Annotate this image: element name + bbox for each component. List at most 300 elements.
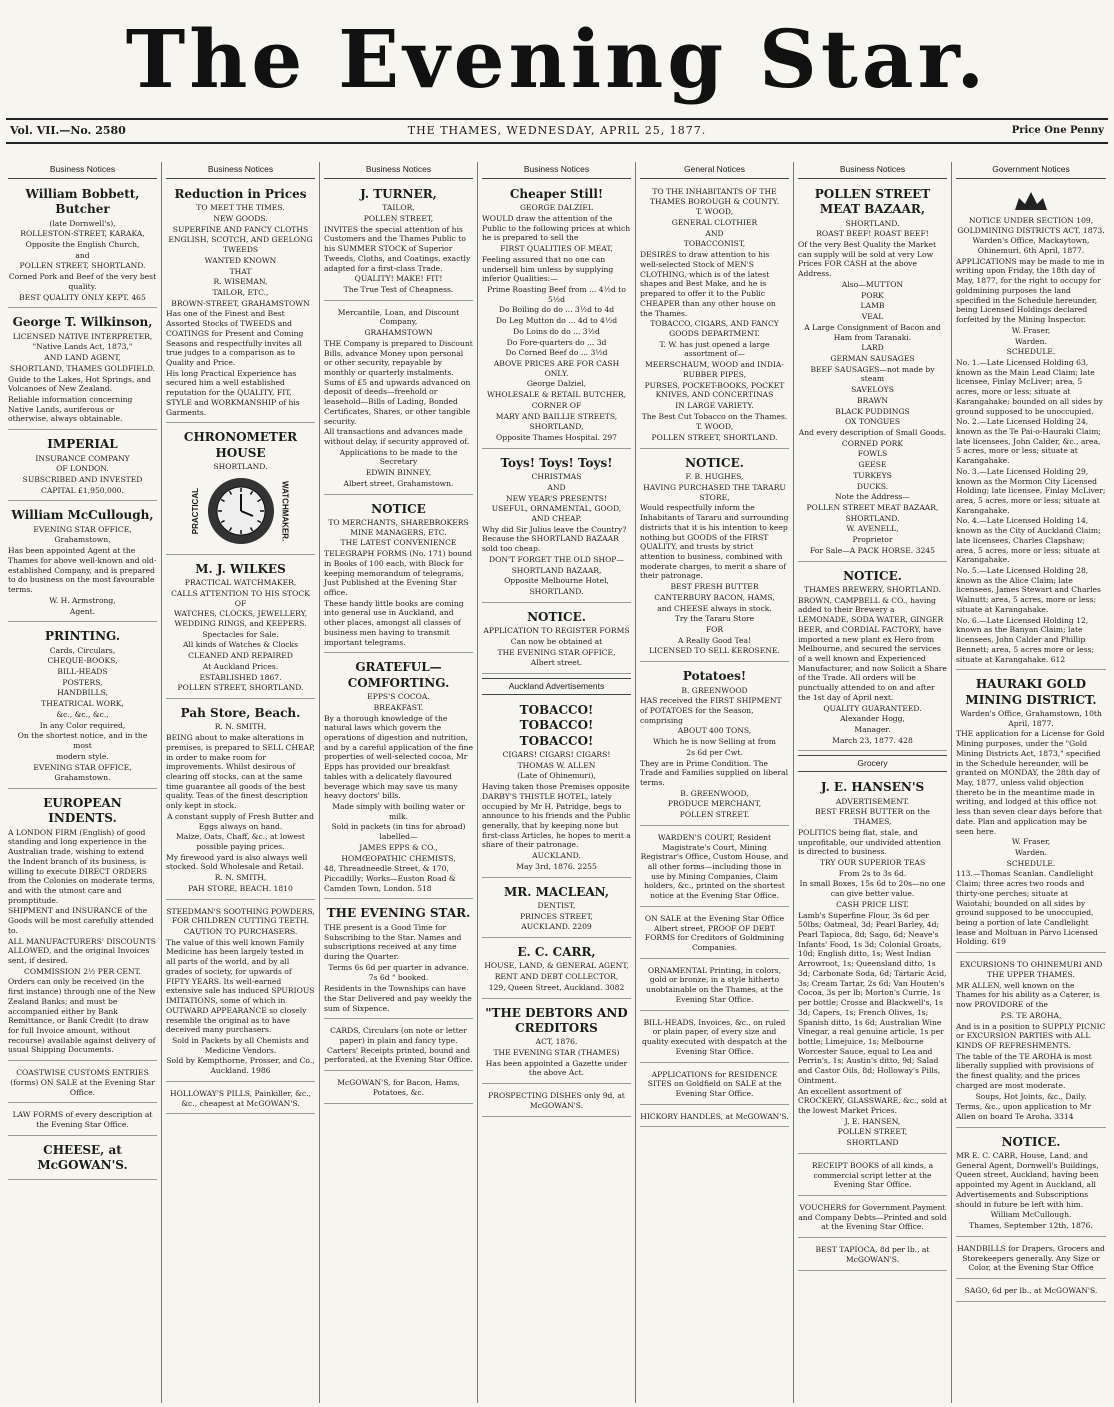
ad-line: ROAST BEEF! ROAST BEEF!	[816, 229, 929, 239]
ad-line: Sold in Packets by all Chemists and Medicine Vendors.	[172, 1035, 309, 1055]
ad-line: and CHEESE always in stock.	[657, 603, 772, 613]
ad-line: SHORTLAND	[846, 1138, 899, 1148]
ad-line: POLLEN STREET, SHORTLAND.	[19, 261, 146, 271]
ad-line: The Best Cut Tobacco on the Thames.	[641, 411, 788, 421]
ad-line: HAS received the FIRST SHIPMENT of POTATOES for the Season, comprising	[640, 696, 782, 725]
advertisement	[798, 1199, 947, 1238]
ad-line: &c., &c., &c.,	[56, 709, 109, 719]
ad-line: ENGLISH, SCOTCH, AND GEELONG TWEEDS	[168, 235, 313, 255]
advertisement	[8, 183, 157, 308]
ad-line: R. WISEMAN,	[213, 277, 268, 287]
ad-line: SCHEDULE.	[1006, 347, 1056, 357]
ad-line: CORNED PORK	[841, 438, 904, 448]
ad-line: A LONDON FIRM (English) of good standing and long experience in the Australian trade, wishing to extend the Indent branch of its business, is willing to execute DIRECT ORDERS from the Colonies on moderate terms, and with the utmost care and promptitude.	[8, 827, 155, 905]
ad-line: Corned Pork and Beef of the very best quality.	[8, 272, 157, 291]
ad-line: "THE DEBTORS AND CREDITORS	[485, 1005, 628, 1035]
ad-line: Maize, Oats, Chaff, &c., at lowest possible paying prices.	[176, 832, 305, 852]
ad-line: These handy little books are coming into general use in Auckland, and other places, amongst all classes of business men having to transmit important telegrams.	[324, 598, 464, 647]
ad-line: WATCHES, CLOCKS, JEWELLERY, WEDDING RINGS, and KEEPERS.	[173, 609, 308, 628]
ad-line: A Large Consignment of Bacon and Ham from Taranaki.	[804, 322, 941, 342]
ad-line: NOTICE	[371, 501, 426, 516]
ad-line: B. GREENWOOD	[681, 685, 748, 695]
ad-line: SHIPMENT and INSURANCE of the Goods will be most carefully attended to.	[8, 906, 154, 935]
column-header: Business Notices	[324, 162, 473, 179]
ad-line: Guide to the Lakes, Hot Springs, and Volcanoes of New Zealand.	[8, 374, 151, 394]
ad-line: THE Company is prepared to Discount Bills, advance Money upon personal or other security, repayable by monthly or quarterly instalments. Sums of £5 and upwards advanced on deposit of deeds—freehold or leasehold—Bills of Lading, Bonded Certificates, Shares, or other tangible security.	[324, 338, 473, 426]
ad-line: GRAHAMSTOWN	[364, 328, 433, 338]
ad-line: PORK	[861, 290, 884, 300]
ad-line: HICKORY HANDLES, at McGOWAN'S.	[640, 1111, 789, 1121]
advertisement	[640, 910, 789, 959]
column-6	[794, 162, 952, 1403]
ad-line: GENERAL CLOTHIER	[671, 218, 758, 228]
ad-line: Reduction in Prices	[174, 186, 307, 201]
advertisement	[798, 1157, 947, 1196]
ad-line: W. AVENELL,	[846, 524, 899, 534]
ad-line: POLLEN STREET MEAT BAZAAR,	[814, 186, 931, 217]
advertisement	[482, 1002, 631, 1085]
ad-line: William McCullough,	[11, 508, 154, 523]
ad-line: ABOUT 400 TONS,	[677, 726, 752, 736]
ad-line: CAPITAL £1,950,000.	[41, 485, 124, 495]
ad-line: BEEF SAUSAGES—not made by steam	[810, 364, 935, 384]
advertisement	[956, 1240, 1106, 1279]
ad-line: Grahamstown,	[54, 535, 111, 545]
ad-line: CASH PRICE LIST.	[836, 899, 909, 909]
ad-line: JAMES EPPS & CO.,	[359, 842, 438, 852]
ad-line: Do Fore-quarters do ... 3d	[506, 337, 607, 347]
volume-number: Vol. VII.—No. 2580	[10, 124, 126, 137]
column-3	[320, 162, 478, 1403]
ad-line: ACT, 1876.	[535, 1037, 578, 1047]
ad-line: Toys! Toys! Toys!	[500, 455, 613, 470]
ad-line: POLLEN STREET.	[679, 810, 750, 820]
ad-line: APPLICATIONS may be made to me in writing upon Friday, the 18th day of May, 1877, for the right to occupy for goldmining purposes the land specified in the Schedule hereunder, being Licensed Holdings declared forfeited by the Mining Inspector.	[956, 256, 1105, 325]
ad-line: Having taken those Premises opposite DARBY'S THISTLE HOTEL, lately occupied by Mr H. Patridge, begs to announce to his friends and the Public generally, that by keeping none but first-class Articles, he hopes to merit a share of their patronage.	[482, 782, 631, 850]
ad-line: Has one of the Finest and Best Assorted Stocks of TWEEDS and COATINGS for Present and Coming Seasons and respectfully invites all true judges to a comparison as to Quality and Price.	[166, 309, 304, 368]
ad-line: GEORGE DALZIEL	[519, 203, 594, 213]
ad-line: HAVING PURCHASED THE TARARU STORE,	[643, 482, 786, 502]
ad-line: And every description of Small Goods.	[798, 427, 947, 437]
ad-line: BREAKFAST.	[373, 702, 424, 712]
advertisement	[166, 183, 315, 423]
ad-line: WOULD draw the attention of the Public to the following prices at which he is prepared to sell the	[482, 213, 631, 243]
ad-line: Albert street, Grahamstown.	[343, 478, 454, 488]
ad-line: E. C. CARR,	[517, 945, 596, 960]
ad-line: ROLLESTON-STREET, KARAKA,	[20, 229, 145, 239]
ad-line: SUPERFINE AND FANCY CLOTHS	[172, 224, 309, 234]
ad-line: TAILOR, ETC.,	[212, 287, 269, 297]
ad-line: T. WOOD,	[695, 422, 734, 432]
advertisement	[640, 1066, 789, 1105]
ad-line: AUCKLAND.	[532, 851, 581, 861]
ad-line: 113.—Thomas Scanlan. Candlelight Claim; three acres two roods and thirty-one perches; situate at Waiotahi; bounded on all sides by ground supposed to be unoccupied, being a portion of late Candlelight lease and Moltuan in Parvo Licensed Holding. 619	[956, 869, 1098, 947]
ad-line: MEERSCHAUM, WOOD and INDIA-RUBBER PIPES,	[645, 360, 784, 379]
advertisement	[798, 183, 947, 562]
ad-line: Also—MUTTON	[841, 279, 904, 289]
ad-line: NOTICE.	[1001, 1134, 1061, 1149]
ad-line: and	[75, 250, 90, 260]
ad-line: And is in a position to SUPPLY PICNIC or EXCURSION PARTIES with ALL KINDS OF REFRESHMENTS.	[956, 1021, 1106, 1050]
advertisement	[640, 452, 789, 662]
ad-line: THE EVENING STAR (THAMES)	[493, 1048, 620, 1058]
ad-line: BEST FRESH BUTTER on the THAMES,	[815, 807, 930, 827]
clock-label-left: PRACTICAL	[191, 487, 201, 534]
ad-line: EUROPEAN INDENTS.	[43, 795, 122, 826]
ad-line: Would respectfully inform the Inhabitants of Tararu and surrounding districts that it is his intention to keep nothing but GOODS of the FIRST QUALITY, and trusts by strict attention to business, combined with moderate charges, to merit a share of their patronage.	[640, 503, 789, 581]
ad-line: Prime Roasting Beef from ... 4½d to 5½d	[487, 284, 626, 304]
ad-line: SHORTLAND.	[845, 218, 900, 228]
ad-line: For Sale—A PACK HORSE. 3245	[810, 545, 935, 555]
ad-line: PURSES, POCKET-BOOKS, POCKET KNIVES, AND CONCERTINAS	[644, 380, 785, 400]
ad-line: TO MERCHANTS, SHAREBROKERS MINE MANAGERS, ETC.	[328, 518, 469, 537]
ad-line: MR ALLEN, well known on the Thames for his ability as a Caterer, is now PROVIDORE of the	[956, 980, 1100, 1010]
masthead	[0, 0, 1114, 118]
ad-line: THAMES BREWERY, SHORTLAND.	[804, 584, 941, 594]
ad-line: All transactions and advances made without delay, if security approved of.	[324, 427, 470, 447]
advertisement	[798, 776, 947, 1154]
ad-line: SCHEDULE.	[1006, 858, 1056, 868]
ad-line: LARD	[861, 343, 884, 353]
ad-line: CLEANED AND REPAIRED	[188, 651, 293, 661]
advertisement	[324, 498, 473, 654]
ad-line: A constant supply of Fresh Butter and Eggs always on hand.	[167, 811, 314, 831]
ad-line: Do Loins do do ... 3½d	[513, 326, 600, 336]
ad-line: RECEIPT BOOKS of all kinds, a commercial script letter at the Evening Star Office.	[811, 1160, 934, 1190]
column-header: General Notices	[640, 162, 789, 179]
advertisement	[956, 183, 1106, 670]
advertisement	[8, 1106, 157, 1135]
ad-line: APPLICATION TO REGISTER FORMS	[483, 626, 630, 636]
ad-line: NOTICE.	[527, 609, 586, 624]
advertisement	[324, 183, 473, 301]
ad-line: TAILOR,	[382, 203, 415, 213]
ad-line: POLLEN STREET,	[837, 1127, 908, 1137]
ad-line: DESIRES to draw attention to his well-selected Stock of MEN'S CLOTHING, which is of the latest shapes and Best Make, and he is prepared to offer it to the Public CHEAPER than any other house on the Thames.	[640, 250, 776, 318]
ad-line: George Dalziel,	[526, 379, 587, 389]
ad-line: modern style.	[56, 751, 109, 761]
ad-line: ON SALE at the Evening Star Office Albert street, PROOF OF DEBT FORMS for Creditors of Goldmining Companies.	[644, 913, 785, 953]
ad-line: Can now be obtained at	[510, 636, 603, 646]
ad-line: In any Color required,	[39, 720, 126, 730]
ad-line: The True Test of Cheapness.	[343, 284, 454, 294]
ad-line: CAUTION TO PURCHASERS.	[183, 927, 298, 937]
ad-line: HANDBILLS,	[57, 688, 108, 698]
advertisement	[8, 625, 157, 789]
advertisement	[640, 1108, 789, 1128]
ad-line: RENT AND DEBT COLLECTOR,	[494, 972, 619, 982]
ad-line: Manager.	[854, 725, 891, 735]
ad-line: POLLEN STREET, SHORTLAND.	[651, 433, 778, 443]
advertisement	[166, 702, 315, 900]
advertisement	[324, 656, 473, 899]
ad-line: EVENING STAR OFFICE,	[33, 524, 132, 534]
ad-line: POLITICS being flat, stale, and unprofitable, our undivided attention is directed to business.	[798, 827, 941, 857]
ad-line: SHORTLAND.	[845, 513, 900, 523]
ad-line: 2s 6d per Cwt.	[686, 747, 743, 757]
ad-line: FIRST QUALITIES OF MEAT,	[500, 244, 613, 254]
ad-line: Try the Tararu Store	[674, 614, 755, 624]
ad-line: T. W. has just opened a large assortment of—	[659, 339, 770, 359]
ad-line: Cards, Circulars,	[49, 645, 116, 655]
ad-line: LAW FORMS of every description at the Evening Star Office.	[12, 1110, 153, 1130]
ad-line: LAMB	[860, 301, 885, 311]
ad-line: VOUCHERS for Government Payment and Company Debts—Printed and sold at the Evening Star Office.	[798, 1203, 947, 1232]
ad-line: STEEDMAN'S SOOTHING POWDERS, FOR CHILDREN CUTTING TEETH.	[166, 906, 315, 926]
ad-line: THE present is a Good Time for Subscribing to the Star. Names and subscriptions received at any time during the Quarter.	[324, 922, 462, 961]
ad-line: No. 3.—Late Licensed Holding 29, known as the Mormon City Licensed Holding; late licensee, Finlay McLiver; area, 5 acres, more or less; situate at Karangahake.	[956, 466, 1106, 515]
ad-line: Cheaper Still!	[509, 186, 604, 201]
ad-line: TO MEET THE TIMES.	[196, 203, 285, 213]
ad-line: MARY AND BAILLIE STREETS,	[495, 411, 618, 421]
dateline	[6, 118, 1108, 144]
ad-line: Do Corned Beef do ... 3½d	[505, 348, 608, 358]
ad-line: Of the very Best Quality the Market can supply will be sold at very Low Prices FOR CASH at the above Address.	[798, 240, 937, 279]
advertisement	[8, 433, 157, 501]
ad-line: EPPS'S COCOA.	[367, 692, 430, 702]
column-1	[4, 162, 162, 1403]
ad-line: BLACK PUDDINGS	[835, 406, 910, 416]
ad-line: PRINCES STREET,	[520, 911, 593, 921]
ad-line: SUBSCRIBED AND INVESTED	[22, 474, 143, 484]
advertisement	[482, 452, 631, 603]
ad-line: Has been appointed a Gazette under the above Act.	[485, 1058, 628, 1078]
ad-line: May 3rd, 1876. 2255	[516, 861, 597, 871]
advertisement	[166, 558, 315, 699]
ad-line: DUCKS.	[856, 481, 889, 491]
royal-arms-icon	[1011, 190, 1051, 212]
ad-line: THEATRICAL WORK,	[41, 699, 124, 709]
ad-line: Sold in packets (in tins for abroad) labelled—	[331, 822, 466, 842]
ad-line: BRAWN	[857, 395, 888, 405]
ad-line: CHEQUE-BOOKS,	[47, 656, 118, 666]
ad-line: At Auckland Prices.	[202, 661, 279, 671]
ad-line: WHOLESALE & RETAIL BUTCHER,	[486, 390, 627, 400]
ad-line: On the shortest notice, and in the most	[17, 731, 148, 751]
masthead-title: The Evening Star.	[125, 12, 989, 106]
ad-line: USEFUL, ORNAMENTAL, GOOD, AND CHEAP.	[491, 504, 622, 523]
ad-line: March 23, 1877. 428	[832, 735, 913, 745]
advertisement	[166, 426, 315, 554]
ad-line: MR. MACLEAN,	[503, 884, 610, 899]
ad-line: A Really Good Tea!	[677, 635, 752, 645]
ad-line: Albert street.	[530, 658, 583, 668]
advertisement	[482, 699, 631, 878]
ad-line: Spectacles for Sale.	[202, 629, 279, 639]
ad-line: CHRISTMAS	[531, 472, 582, 482]
columns	[4, 162, 1110, 1403]
price: Price One Penny	[1011, 125, 1104, 136]
ad-line: QUALITY! MAKE! FIT!	[354, 274, 443, 284]
ad-line: NEW YEAR'S PRESENTS!	[506, 493, 607, 503]
advertisement	[482, 941, 631, 999]
ad-line: PRINTING.	[44, 629, 121, 644]
ad-line: POSTERS,	[62, 677, 103, 687]
ad-line: SHORTLAND BAZAAR,	[511, 565, 602, 575]
ad-line: No. 5.—Late Licensed Holding 28, known as the Alice Claim; late licensees, James Stewart and Charles Walnutt; area, 5 acres, more or less; situate at Karangahake.	[956, 566, 1101, 614]
ad-line: George T. Wilkinson,	[12, 315, 153, 330]
ad-line: The table of the TE AROHA is most liberally supplied with provisions of the finest quality, and the prices charged are most moderate.	[956, 1051, 1094, 1090]
ad-line: AND LAND AGENT,	[44, 353, 121, 363]
ad-line: THAT	[229, 266, 252, 276]
advertisement	[640, 829, 789, 907]
ad-line: Mercantile, Loan, and Discount Company,	[337, 307, 460, 327]
ad-line: CALLS ATTENTION TO HIS STOCK OF	[171, 588, 310, 608]
advertisement	[8, 311, 157, 430]
advertisement	[166, 903, 315, 1082]
ad-line: R. N. SMITH,	[214, 873, 267, 883]
ad-line: BEING about to make alterations in premises, is prepared to SELL CHEAP, in order to make room for improvements. Whilst desirous of clearing off stocks, can at the same time guarantee all goods of the best quality. Teas of the finest description only kept in stock.	[166, 733, 315, 811]
ad-line: Soups, Hot Joints, &c., Daily.	[975, 1091, 1087, 1101]
ad-line: Has been appointed Agent at the Thames for above well-known and old-established Company, and is prepared to do business on the most favourable terms.	[8, 546, 157, 595]
ad-line: COASTWISE CUSTOMS ENTRIES (forms) ON SALE at the Evening Star Office.	[10, 1068, 155, 1097]
ad-line: CHEESE, at McGOWAN'S.	[37, 1142, 128, 1173]
column-5	[636, 162, 794, 1403]
ad-line: LICENSED TO SELL KEROSENE.	[649, 646, 780, 656]
ad-line: PRODUCE MERCHANT,	[667, 799, 762, 809]
advertisement	[8, 1139, 157, 1180]
ad-line: ADVERTISEMENT.	[835, 796, 910, 806]
advertisement	[324, 902, 473, 1019]
ad-line: An excellent assortment of CROCKERY, GLASSWARE, &c., sold at the lowest Market Prices.	[798, 1086, 947, 1115]
advertisement	[8, 504, 157, 622]
ad-line: P.S. TE AROHA,	[1000, 1010, 1062, 1020]
ad-line: PROSPECTING DISHES only 9d, at McGOWAN'S.	[488, 1091, 625, 1110]
ad-line: EVENING STAR OFFICE,	[33, 762, 132, 772]
ad-line: His long Practical Experience has secured him a well established reputation for the QUALITY, FIT, STYLE and WORKMANSHIP of his Garments.	[166, 368, 300, 417]
ad-line: LICENSED NATIVE INTERPRETER,	[12, 331, 153, 341]
advertisement	[640, 183, 789, 449]
ad-line: HOLLOWAY'S PILLS, Painkiller, &c., &c., cheapest at McGOWAN'S.	[170, 1088, 311, 1108]
ad-line: BROWN, CAMPBELL & CO., having added to their Brewery a LEMONADE, SODA WATER, GINGER BEER, and CORDIAL FACTORY, have imported a new plant ex Hero from Melbourne, and secured the services of a well known and Experienced Manufacturer, and now Solicit a Share of the Trade. All orders will be punctually attended to on and after the 1st day of April next.	[798, 595, 947, 702]
ad-line: TOBACCO, CIGARS, AND FANCY GOODS DEPARTMENT.	[650, 319, 779, 338]
ad-line: Residents in the Townships can have the Star Delivered and pay weekly the sum of Sixpence.	[324, 984, 472, 1013]
ad-line: Warden.	[1015, 848, 1047, 857]
ad-line: IMPERIAL	[47, 437, 118, 452]
ad-line: THOMAS W. ALLEN	[517, 760, 596, 770]
ad-line: POLLEN STREET, SHORTLAND.	[177, 683, 304, 693]
ad-line: Why did Sir Julius leave the Country? Because the SHORTLAND BAZAAR sold too cheap.	[482, 524, 627, 554]
ad-line: Note the Address—	[835, 492, 910, 502]
advertisement	[482, 1087, 631, 1116]
ad-line: From 2s to 3s 6d.	[838, 868, 907, 878]
ad-line: PRACTICAL WATCHMAKER,	[184, 578, 297, 588]
ad-line: INSURANCE COMPANY	[35, 453, 130, 463]
ad-line: Opposite Thames Hospital. 297	[495, 433, 617, 443]
column-2	[162, 162, 320, 1403]
ad-line: AUCKLAND. 2209	[521, 922, 592, 932]
advertisement	[640, 962, 789, 1011]
ad-line: Agent.	[69, 606, 96, 616]
ad-line: SAVELOYS	[851, 385, 894, 395]
column-header: Business Notices	[166, 162, 315, 179]
column-4	[478, 162, 636, 1403]
ad-line: Reliable information concerning Native Lands, auriferous or otherwise, always obtainable.	[8, 395, 133, 424]
ad-line: THE LATEST CONVENIENCE	[340, 538, 457, 548]
ad-line: SHORTLAND,	[529, 422, 584, 432]
ad-line: Lamb's Superfine Flour, 3s 6d per 50lbs; Oatmeal, 3d; Pearl Barley, 4d; Pearl Tapioca, 8d; Sago, 6d; Neave's Infants' Food, 1s 3d; Colonial Groats, 10d; English ditto, 1s; West Indian Arrowroot, 1s; Queensland ditto, 1s 3d; Carbonate Soda, 6d; Tartaric Acid, 3s; Cream Tartar, 2s 6d; Van Houten's Cocoa, 3s per lb; Morton's Currie, 1s per bottle; Crosse and Blackwell's, 1s 3d; Capers, 1s; French Olives, 1s; Spanish ditto, 1s 6d; Australian Wine Vinegar, a real genuine article, 1s per bottle; Limejuice, 1s; Melbourne Worcester Sauce, equal to Lea and Perrin's, 1s; Austin's ditto, 9d; Salad and Castor Oils, 8d; Holloway's Pills, Ointment.	[798, 910, 947, 1085]
ad-line: W. Fraser,	[1011, 325, 1051, 335]
ad-line: WANTED KNOWN	[204, 255, 277, 265]
ad-line: 129, Queen Street, Auckland. 3082	[488, 982, 625, 992]
ad-line: GEESE	[858, 460, 887, 470]
clock-icon	[206, 476, 276, 546]
ad-line: SHORTLAND.	[529, 587, 584, 597]
ad-line: J. E. HANSEN'S	[820, 780, 925, 795]
ad-line: Feeling assured that no one can undersell him unless by supplying inferior Qualities:—	[482, 254, 614, 284]
ad-line: Which he is now Selling at from	[653, 737, 776, 747]
ad-line: HOMŒOPATHIC CHEMISTS,	[341, 853, 456, 863]
ad-line: J. E. HANSEN,	[844, 1116, 901, 1126]
ad-line: GERMAN SAUSAGES	[830, 353, 915, 363]
ad-line: Opposite the English Church,	[25, 240, 140, 250]
ad-line: NEW GOODS.	[213, 213, 268, 223]
ad-line: MR E. C. CARR, House, Land, and General Agent, Dornwell's Buildings, Queen street, Auckland, having been appointed my Agent in Auckland, all Advertisements and Subscriptions should in future be left with him.	[956, 1151, 1099, 1209]
column-header: Business Notices	[798, 162, 947, 179]
ad-line: William McCullough.	[990, 1210, 1072, 1220]
clock-label-right: WATCHMAKER.	[280, 480, 290, 541]
column-header: Business Notices	[8, 162, 157, 179]
ad-line: BROWN-STREET, GRAHAMSTOWN	[171, 298, 310, 308]
ad-line: TRY OUR SUPERIOR TEAS	[819, 858, 926, 867]
ad-line: Made simply with boiling water or milk.	[332, 801, 465, 821]
ad-line: 48, Threadneedle Street, & 170, Piccadilly; Works—Euston Road & Camden Town, London. 518	[324, 864, 456, 893]
column-header: Government Notices	[956, 162, 1106, 179]
ad-line: (late Dornwell's),	[49, 218, 116, 228]
ad-line: TELEGRAPH FORMS (No. 171) bound in Books of 100 each, with Block for keeping memorandum of telegrams, Just Published at the Evening Star office.	[324, 549, 473, 598]
ad-line: BEST QUALITY ONLY KEPT. 465	[19, 292, 146, 302]
ad-line: POLLEN STREET,	[363, 213, 434, 223]
advertisement	[324, 1074, 473, 1103]
ad-line: No. 4.—Late Licensed Holding 14, known as the City of Auckland Claim; late licensees, Charles Clapshaw; area, 5 acres, more or less; situate at Karangahake.	[956, 516, 1101, 565]
ad-line: TOBACCONIST,	[683, 239, 746, 249]
ad-line: COMMISSION 2½ PER CENT.	[24, 966, 141, 976]
ad-line: By a thorough knowledge of the natural laws which govern the operations of digestion and nutrition, and by a careful application of the fine properties of well-selected cocoa, Mr Epps has provided our breakfast tables with a delicately flavoured beverage which may save us many heavy doctors' bills.	[324, 713, 473, 801]
ad-line: HANDBILLS for Drapers, Grocers and Storekeepers generally. Any Size or Color, at the Evening Star Office	[957, 1243, 1105, 1273]
ad-line: NOTICE UNDER SECTION 109, GOLDMINING DISTRICTS ACT, 1873.	[957, 215, 1105, 235]
ad-line: TO THE INHABITANTS OF THE THAMES BOROUGH & COUNTY.	[649, 186, 780, 206]
ad-line: DENTIST,	[537, 900, 576, 910]
ad-line: No. 6.—Late Licensed Holding 12, known as the Banyan Claim; late licensees, John Calder and Phillip Bennett; area, 5 acres more or less; situate at Karangahake. 612	[956, 615, 1095, 664]
ad-line: Opposite Melbourne Hotel,	[504, 576, 609, 586]
ad-line: My firewood yard is also always well stocked. Sold Wholesale and Retail.	[166, 852, 308, 872]
section-header: Grocery	[798, 755, 947, 772]
ad-line: BEST TAPIOCA, 8d per lb., at McGOWAN'S.	[815, 1245, 930, 1264]
ad-line: Do Boiling do do ... 3½d to 4d	[498, 305, 615, 315]
advertisement	[640, 1014, 789, 1063]
ad-line: ABOVE PRICES ARE FOR CASH ONLY.	[493, 359, 620, 378]
ad-line: FOWLS	[857, 449, 888, 459]
ad-line: GRATEFUL—COMFORTING.	[347, 660, 450, 690]
ad-line: THE application for a License for Gold Mining purposes, under the "Gold Mining Districts Act, 1873," specified in the Schedule hereunder, will be granted on MONDAY, the 28th day of May, 1877, unless valid objection thereto be in the meantime made in writing, and lodged at this office not less than seven clear days before that date. Plan and application may be seen here.	[956, 729, 1105, 836]
ad-line: INVITES the special attention of his Customers and the Thames Public to his SUMMER STOCK of Superior Tweeds, Cloths, and Coatings, exactly adapted for a first-class Trade.	[324, 224, 471, 273]
ad-line: Sold by Kempthorne, Prosser, and Co., Auckland. 1986	[166, 1056, 315, 1076]
ad-line: Proprietor	[852, 535, 893, 545]
ad-line: CHRONOMETER HOUSE	[183, 430, 298, 460]
ad-line: SAGO, 6d per lb., at McGOWAN'S.	[964, 1285, 1098, 1295]
ad-line: M. J. WILKES	[195, 561, 286, 576]
ad-line: SHORTLAND.	[213, 462, 268, 472]
ad-line: Alexander Hogg,	[840, 714, 905, 724]
advertisement	[956, 1282, 1106, 1302]
advertisement	[482, 881, 631, 939]
ad-line: BILL-HEADS	[57, 667, 108, 677]
ad-line: TURKEYS	[853, 470, 892, 480]
advertisement	[798, 565, 947, 752]
ad-line: Terms, &c., upon application to Mr Allen on board Te Aroha. 3314	[956, 1102, 1092, 1121]
ad-line: NOTICE.	[685, 455, 744, 470]
ad-line: CANTERBURY BACON, HAMS,	[654, 592, 775, 602]
